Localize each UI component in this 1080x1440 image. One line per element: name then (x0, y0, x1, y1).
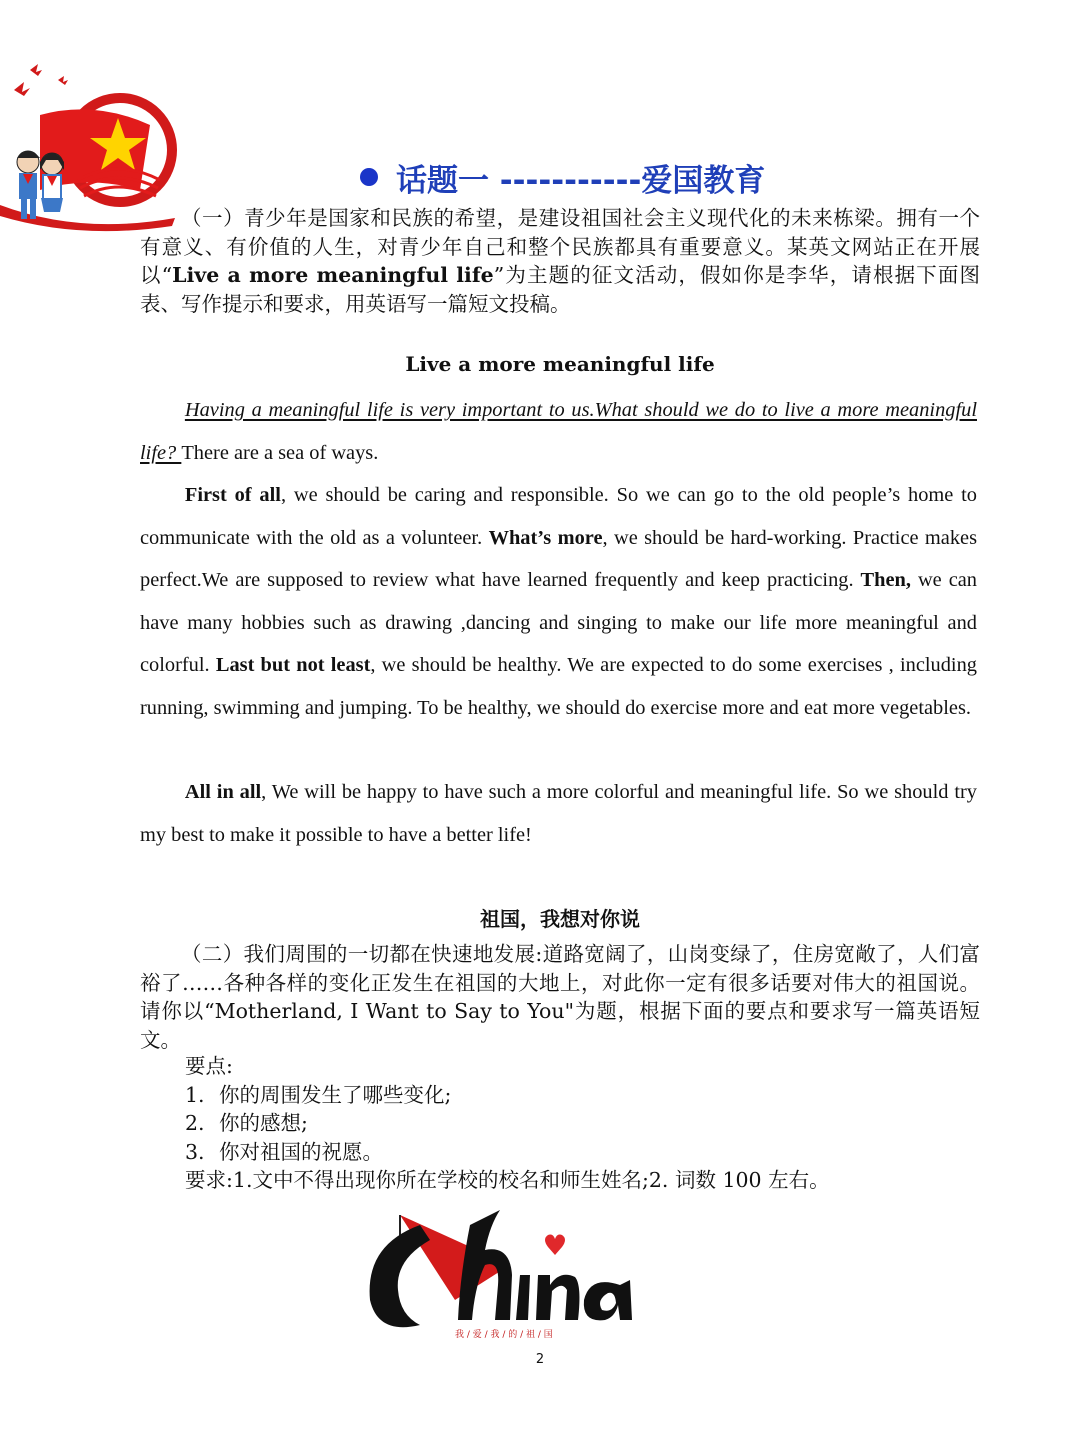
essay-paragraph-2 (140, 474, 977, 730)
topic-heading-text: 话题一 -----------爱国教育 (396, 162, 766, 199)
essay-bold-all-in-all: All in all (184, 781, 262, 803)
essay-text: , we should be healthy. We are expected to do some exercises , including running, swimming and jumping. To be healthy, we should do exercise more and eat more vegetables. (140, 654, 977, 719)
essay-text: , we should be hard-working. Practice makes perfect.We are supposed to review what have learned frequently and keep practicing. (140, 526, 977, 592)
task1-theme: Live a more meaningful life (172, 263, 494, 288)
list-item-text: 你对祖国的祝愿。 (219, 1139, 383, 1164)
essay-text: , We will be happy to have such a more colorful and meaningful life. So we should try my best to make it possible to have a better life! (140, 781, 977, 846)
task2-points (185, 1052, 985, 1195)
page-number: 2 (535, 1352, 545, 1367)
essay-bold-whats-more: What’s more (488, 526, 603, 549)
points-label: 要点: (185, 1054, 233, 1078)
list-item-number: 3. (185, 1139, 205, 1164)
china-calligraphy-logo (360, 1205, 640, 1345)
essay-text: we can have many hobbies such as drawing ,dancing and singing to make our life more meaningful and colorful. (140, 569, 977, 677)
list-item-number: 1. (185, 1082, 205, 1107)
essay-bold-then: Then, (860, 569, 911, 592)
list-item (185, 1081, 985, 1110)
essay-title: Live a more meaningful life (405, 352, 715, 376)
list-item-number: 2. (185, 1111, 205, 1136)
essay-question: Having a meaningful life is very important to us.What should we do to live a more meaningful life? (140, 399, 977, 464)
china-logo-motto: 我 / 爱 / 我 / 的 / 祖 / 国 (455, 1330, 553, 1340)
list-item (185, 1138, 985, 1167)
list-item-text: 你的周围发生了哪些变化; (219, 1082, 452, 1107)
essay-bold-last-but-not-least: Last but not least (215, 654, 371, 677)
essay-text: , we should be caring and responsible. So we can go to the old people’s home to communicate with the old as a volunteer. (140, 484, 977, 549)
topic-heading (360, 152, 820, 202)
essay-bold-first-of-all: First of all (184, 484, 281, 506)
task1-text-after: ”为主题的征文活动，假如你是李华，请根据下面图表、写作提示和要求，用英语写一篇短文投稿。 (140, 263, 980, 316)
task1-instructions (140, 204, 980, 318)
essay-paragraph-3 (140, 771, 977, 856)
list-item (185, 1109, 985, 1138)
task2-instructions: （二）我们周围的一切都在快速地发展:道路宽阔了，山岗变绿了，住房宽敞了，人们富裕了……各种各样的变化正发生在祖国的大地上，对此你一定有很多话要对伟大的祖国说。请你以“Motherland, I Want to Say to You"为题，根据下面的要点和要求写一篇英语短文。 (140, 942, 980, 1052)
task1-text-before: （一）青少年是国家和民族的希望，是建设祖国社会主义现代化的未来栋梁。拥有一个有意义、有价值的人生，对青少年自己和整个民族都具有重要意义。某英文网站正在开展以“ (140, 206, 980, 288)
task2-title: 祖国，我想对你说 (480, 907, 640, 931)
bullet-dot-icon (360, 168, 378, 186)
requirement: 要求:1.文中不得出现你所在学校的校名和师生姓名;2. 词数 100 左右。 (185, 1168, 830, 1193)
list-item-text: 你的感想; (219, 1111, 308, 1136)
essay-p1-rest: There are a sea of ways. (181, 441, 379, 464)
essay-paragraph-1 (140, 389, 977, 474)
